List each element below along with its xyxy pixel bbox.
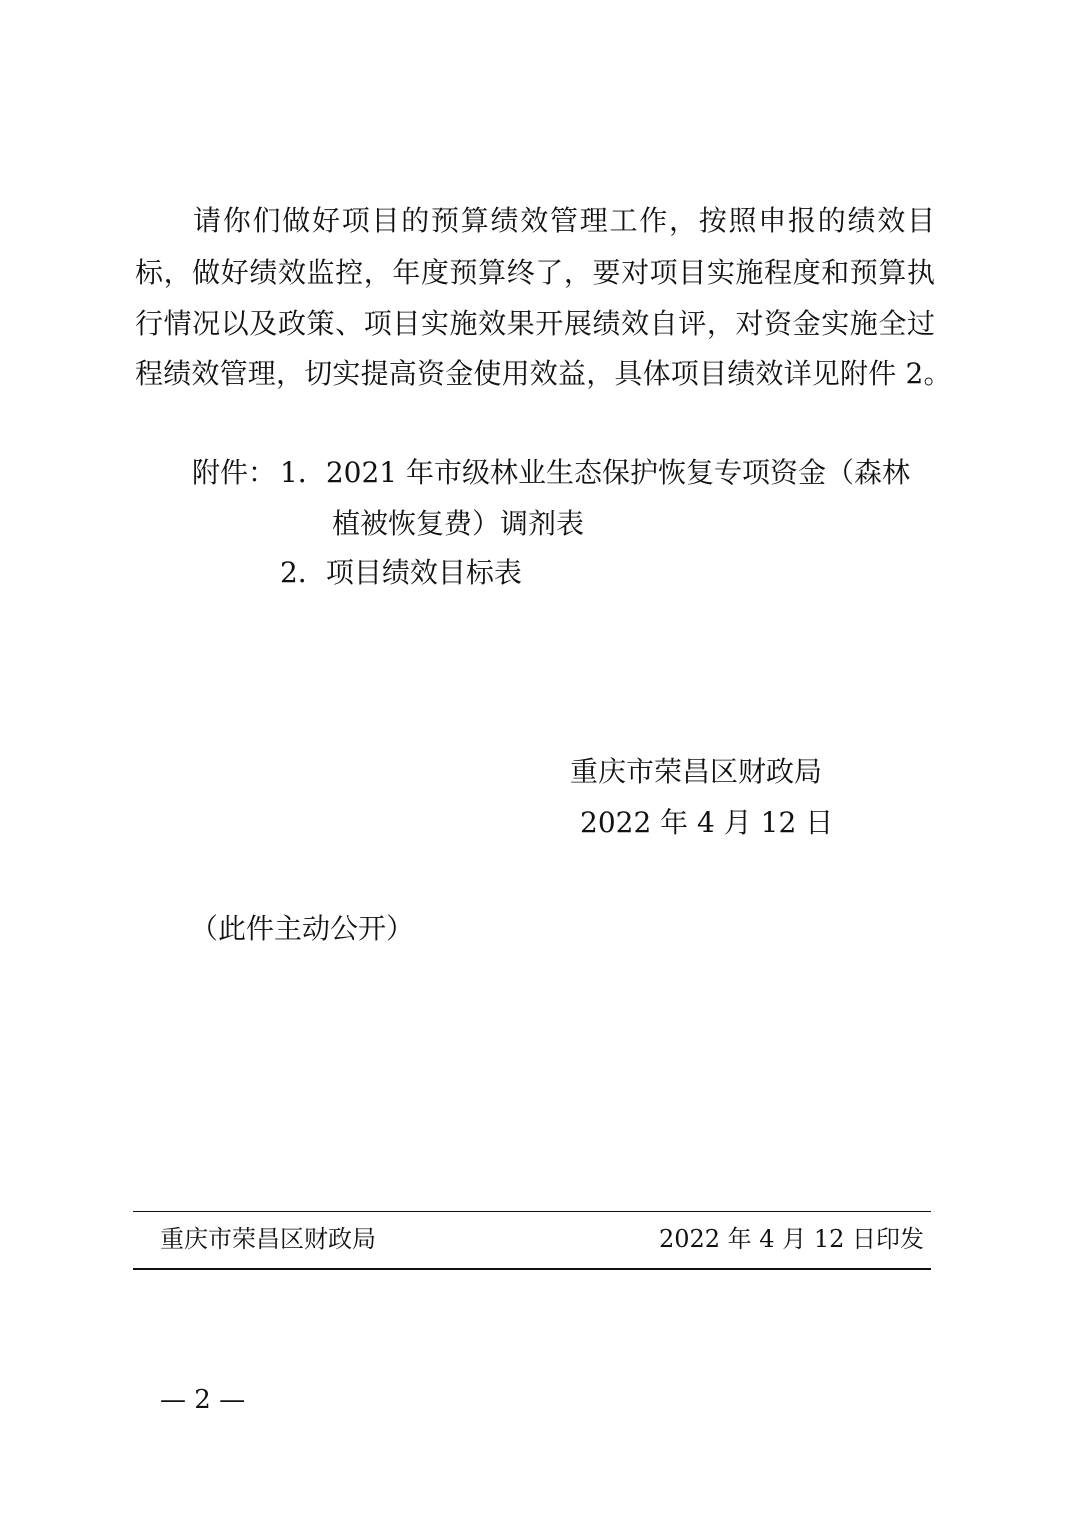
body-paragraph-line-4: 程绩效管理，切实提高资金使用效益，具体项目绩效详见附件 2。 [135, 357, 952, 390]
page-number: — 2 — [160, 1385, 246, 1415]
footer-organization: 重庆市荣昌区财政局 [160, 1225, 376, 1253]
body-paragraph-line-3: 行情况以及政策、项目实施效果开展绩效自评，对资金实施全过 [135, 307, 935, 340]
signature-date: 2022 年 4 月 12 日 [580, 806, 834, 839]
signature-organization: 重庆市荣昌区财政局 [570, 755, 823, 788]
attachment-2: 2．项目绩效目标表 [280, 556, 522, 589]
attachments-label: 附件： [192, 456, 277, 489]
attachment-1-line-2: 植被恢复费）调剂表 [332, 507, 585, 540]
body-paragraph-line-1: 请你们做好项目的预算绩效管理工作，按照申报的绩效目 [193, 204, 935, 237]
footer-printed-date: 2022 年 4 月 12 日印发 [658, 1225, 924, 1253]
footer-bottom-rule [133, 1268, 931, 1270]
footer-top-rule [133, 1211, 931, 1212]
disclosure-note: （此件主动公开） [190, 912, 415, 945]
attachment-1-line-1: 1．2021 年市级林业生态保护恢复专项资金（森林 [280, 456, 910, 489]
body-paragraph-line-2: 标，做好绩效监控，年度预算终了，要对项目实施程度和预算执 [135, 256, 935, 289]
